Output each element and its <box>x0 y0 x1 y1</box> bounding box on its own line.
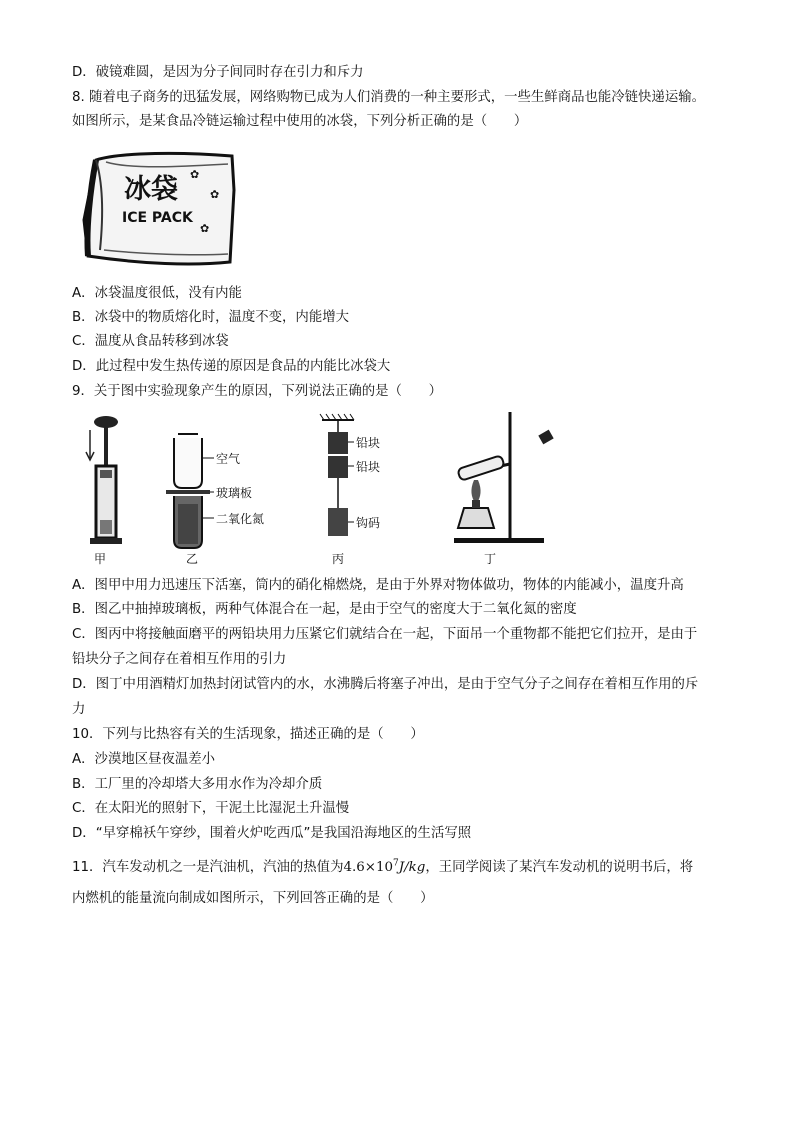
q10-option-d: D．“早穿棉袄午穿纱，围着火炉吃西瓜”是我国沿海地区的生活写照 <box>72 826 472 841</box>
q9-option-d-line2: 力 <box>72 702 86 717</box>
ice-pack-title: 冰袋 <box>124 174 178 205</box>
q9-stem: 9．关于图中实验现象产生的原因，下列说法正确的是（ ） <box>72 384 443 399</box>
q9-option-c-line2: 铅块分子之间存在着相互作用的引力 <box>72 652 287 667</box>
svg-text:✿: ✿ <box>210 188 220 201</box>
fig-jia <box>86 416 122 566</box>
fig-ding <box>454 412 554 566</box>
q11-stem-line2: 内燃机的能量流向制成如图所示，下列回答正确的是（ ） <box>72 891 434 906</box>
q10-option-c: C．在太阳光的照射下，干泥土比湿泥土升温慢 <box>72 801 350 816</box>
fig-bing <box>320 414 380 566</box>
q7-option-d: D．破镜难圆，是因为分子间同时存在引力和斥力 <box>72 65 364 80</box>
q8-option-d: D．此过程中发生热传递的原因是食品的内能比冰袋大 <box>72 359 391 374</box>
q8-stem-line1: 8. 随着电子商务的迅猛发展，网络购物已成为人们消费的一种主要形式，一些生鲜商品也能冷链快递运输。 <box>72 90 705 105</box>
q9-option-c-line1: C．图丙中将接触面磨平的两铅块用力压紧它们就结合在一起，下面吊一个重物都不能把它们拉开，是由于 <box>72 627 698 642</box>
svg-text:✿: ✿ <box>190 168 200 181</box>
caption-ding: 丁 <box>484 552 497 566</box>
ice-pack-subtitle: ICE PACK <box>122 210 193 226</box>
ice-pack-figure <box>82 150 238 268</box>
q11-stem-part2: ，王同学阅读了某汽车发动机的说明书后，将 <box>425 860 694 875</box>
label-lead-2: 铅块 <box>356 460 381 474</box>
q10-option-b: B．工厂里的冷却塔大多用水作为冷却介质 <box>72 777 323 792</box>
figure-9-drawing <box>78 408 568 570</box>
q11-stem-line1 <box>72 858 693 878</box>
q9-option-b: B．图乙中抽掉玻璃板，两种气体混合在一起，是由于空气的密度大于二氧化氮的密度 <box>72 602 577 617</box>
fig-yi <box>166 434 264 566</box>
caption-yi: 乙 <box>186 552 199 566</box>
ice-pack-drawing <box>82 150 238 268</box>
label-hook-weight: 钩码 <box>356 516 381 530</box>
q8-stem-line2: 如图所示，是某食品冷链运输过程中使用的冰袋，下列分析正确的是（ ） <box>72 114 528 129</box>
q9-option-a: A．图甲中用力迅速压下活塞，筒内的硝化棉燃烧，是由于外界对物体做功，物体的内能减小，温度升高 <box>72 578 684 593</box>
q11-stem-part1: 11．汽车发动机之一是汽油机，汽油的热值为 <box>72 860 344 875</box>
figure-9 <box>78 408 568 570</box>
q8-option-c: C．温度从食品转移到冰袋 <box>72 334 229 349</box>
svg-text:✿: ✿ <box>200 222 210 235</box>
label-no2: 二氧化氮 <box>216 512 265 526</box>
label-glass-plate: 玻璃板 <box>216 486 253 500</box>
caption-bing: 丙 <box>332 552 345 566</box>
label-air: 空气 <box>216 452 241 466</box>
q10-stem: 10．下列与比热容有关的生活现象，描述正确的是（ ） <box>72 727 424 742</box>
q8-option-b: B．冰袋中的物质熔化时，温度不变，内能增大 <box>72 310 349 325</box>
label-lead-1: 铅块 <box>356 436 381 450</box>
q11-heat-value: $4.6\times 10^7J/kg$ <box>343 858 426 875</box>
caption-jia: 甲 <box>94 552 107 566</box>
q8-option-a: A．冰袋温度很低，没有内能 <box>72 286 242 301</box>
q9-option-d-line1: D．图丁中用酒精灯加热封闭试管内的水，水沸腾后将塞子冲出，是由于空气分子之间存在着相互作用的斥 <box>72 677 699 692</box>
q10-option-a: A．沙漠地区昼夜温差小 <box>72 752 216 767</box>
